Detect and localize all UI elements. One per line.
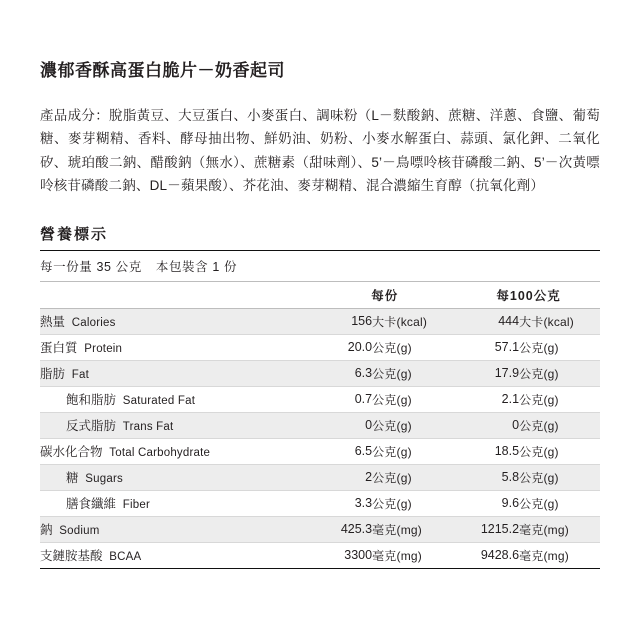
nutrient-name-en: BCAA — [102, 551, 142, 564]
per-100g-unit: 公克(g) — [519, 438, 600, 464]
row-spacer — [450, 542, 457, 568]
nutrient-name-en: Trans Fat — [116, 421, 174, 434]
nutrient-name-zh: 糖 — [66, 471, 79, 486]
per-serving-value: 2 — [319, 464, 372, 490]
table-header-row — [40, 282, 600, 309]
nutrient-name-en: Saturated Fat — [116, 395, 196, 408]
table-row — [40, 360, 600, 386]
per-serving-value: 3300 — [319, 542, 372, 568]
per-100g-value: 5.8 — [457, 464, 519, 490]
serving-info — [40, 250, 600, 282]
nutrient-name-zh: 飽和脂肪 — [66, 393, 117, 408]
row-spacer — [450, 334, 457, 360]
per-100g-value: 57.1 — [457, 334, 519, 360]
nutrition-facts-heading: 營養標示 — [40, 225, 109, 243]
row-spacer — [450, 412, 457, 438]
nutrient-name — [40, 464, 319, 490]
per-serving-value: 156 — [319, 308, 372, 334]
per-serving-unit: 公克(g) — [372, 490, 450, 516]
per-serving-value: 20.0 — [319, 334, 372, 360]
nutrient-name-zh: 膳食纖維 — [66, 497, 117, 512]
per-serving-unit: 公克(g) — [372, 464, 450, 490]
per-serving-value: 0.7 — [319, 386, 372, 412]
column-header-per-100g: 每100公克 — [457, 282, 600, 309]
nutrient-name — [40, 490, 319, 516]
per-100g-value: 0 — [457, 412, 519, 438]
per-100g-unit: 毫克(mg) — [519, 516, 600, 542]
nutrient-name-en: Sugars — [78, 473, 123, 486]
row-spacer — [450, 386, 457, 412]
nutrient-name — [40, 412, 319, 438]
nutrient-name-zh: 熱量 — [40, 315, 66, 330]
nutrient-name — [40, 516, 319, 542]
nutrient-name-en: Fat — [65, 369, 90, 382]
column-header-name — [40, 282, 319, 309]
per-100g-value: 2.1 — [457, 386, 519, 412]
nutrient-name-zh: 脂肪 — [40, 367, 66, 382]
nutrition-table — [40, 282, 600, 569]
per-100g-unit: 毫克(mg) — [519, 542, 600, 568]
per-serving-unit: 公克(g) — [372, 438, 450, 464]
row-spacer — [450, 308, 457, 334]
nutrient-name — [40, 308, 319, 334]
per-100g-unit: 公克(g) — [519, 334, 600, 360]
per-100g-unit: 公克(g) — [519, 490, 600, 516]
row-spacer — [450, 516, 457, 542]
per-serving-unit: 大卡(kcal) — [372, 308, 450, 334]
table-row — [40, 412, 600, 438]
table-row — [40, 542, 600, 568]
nutrient-name — [40, 386, 319, 412]
per-serving-unit: 公克(g) — [372, 412, 450, 438]
table-row — [40, 464, 600, 490]
serving-size: 每一份量 35 公克 — [40, 259, 142, 274]
per-100g-unit: 大卡(kcal) — [519, 308, 600, 334]
nutrient-name-en: Sodium — [52, 525, 100, 538]
nutrient-name — [40, 542, 319, 568]
per-serving-unit: 公克(g) — [372, 386, 450, 412]
per-100g-value: 1215.2 — [457, 516, 519, 542]
per-100g-value: 18.5 — [457, 438, 519, 464]
per-serving-unit: 公克(g) — [372, 334, 450, 360]
table-row — [40, 516, 600, 542]
row-spacer — [450, 490, 457, 516]
row-spacer — [450, 464, 457, 490]
header-spacer — [450, 282, 457, 309]
nutrient-name-en: Calories — [65, 317, 116, 330]
per-100g-value: 17.9 — [457, 360, 519, 386]
page-title: 濃郁香酥高蛋白脆片－奶香起司 — [40, 61, 285, 80]
servings-per-container: 本包裝含 1 份 — [155, 259, 238, 274]
per-100g-unit: 公克(g) — [519, 386, 600, 412]
nutrient-name-en: Protein — [77, 343, 123, 356]
ingredients-paragraph: 產品成分：脫脂黃豆、大豆蛋白、小麥蛋白、調味粉（L－麩酸鈉、蔗糖、洋蔥、食鹽、葡萄糖、麥芽糊精、香料、酵母抽出物、鮮奶油、奶粉、小麥水解蛋白、蒜頭、氯化鉀、二氧化矽、琥珀酸二鈉、醋酸鈉（無水）、蔗糖素（甜味劑）、5’－鳥嘌呤核苷磷酸二鈉、5’－次黃嘌呤核苷磷酸二鈉、DL－蘋果酸）、芥花油、麥芽糊精、混合濃縮生育醇（抗氧化劑） — [40, 108, 600, 193]
table-row — [40, 438, 600, 464]
per-serving-value: 0 — [319, 412, 372, 438]
nutrient-name — [40, 334, 319, 360]
per-100g-unit: 公克(g) — [519, 464, 600, 490]
nutrient-name-en: Fiber — [116, 499, 151, 512]
per-serving-value: 3.3 — [319, 490, 372, 516]
row-spacer — [450, 360, 457, 386]
nutrient-name-zh: 碳水化合物 — [40, 445, 103, 460]
per-serving-value: 6.3 — [319, 360, 372, 386]
per-serving-unit: 毫克(mg) — [372, 516, 450, 542]
per-100g-value: 444 — [457, 308, 519, 334]
table-row — [40, 308, 600, 334]
column-header-per-serving: 每份 — [319, 282, 450, 309]
nutrient-name — [40, 438, 319, 464]
per-100g-unit: 公克(g) — [519, 360, 600, 386]
row-spacer — [450, 438, 457, 464]
per-serving-unit: 公克(g) — [372, 360, 450, 386]
table-row — [40, 490, 600, 516]
table-row — [40, 386, 600, 412]
nutrient-name-zh: 支鏈胺基酸 — [40, 549, 103, 564]
per-serving-value: 6.5 — [319, 438, 372, 464]
per-serving-value: 425.3 — [319, 516, 372, 542]
nutrient-name-en: Total Carbohydrate — [102, 447, 211, 460]
nutrient-name-zh: 反式脂肪 — [66, 419, 117, 434]
table-row — [40, 334, 600, 360]
nutrient-name — [40, 360, 319, 386]
nutrient-name-zh: 鈉 — [40, 523, 53, 538]
per-100g-unit: 公克(g) — [519, 412, 600, 438]
per-100g-value: 9428.6 — [457, 542, 519, 568]
per-100g-value: 9.6 — [457, 490, 519, 516]
nutrient-name-zh: 蛋白質 — [40, 341, 78, 356]
per-serving-unit: 毫克(mg) — [372, 542, 450, 568]
